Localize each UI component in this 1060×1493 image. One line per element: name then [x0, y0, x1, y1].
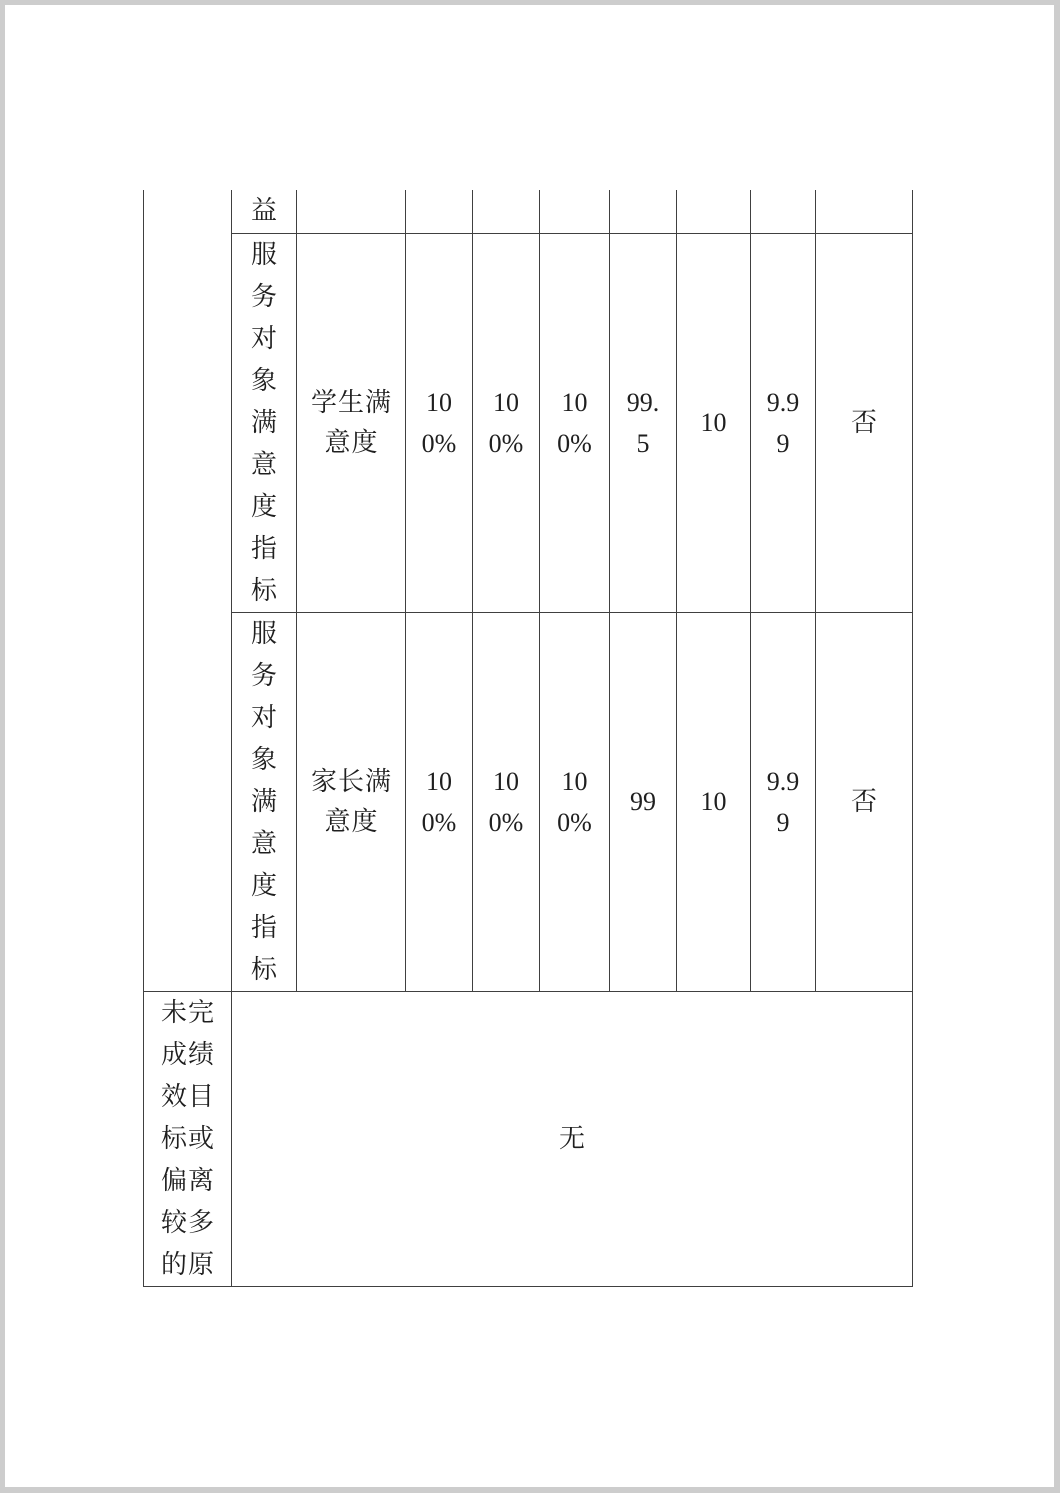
- empty-cell: [406, 190, 473, 233]
- primary-indicator-cell: [144, 190, 232, 991]
- value-cell: [406, 612, 473, 991]
- score-weight-cell: [677, 612, 751, 991]
- value-text: 99.5: [626, 387, 660, 458]
- value-text: 100%: [557, 766, 592, 837]
- secondary-indicator-cell: [232, 233, 297, 612]
- reason-label-text: 未完成绩效目标或偏离较多的原: [160, 997, 215, 1279]
- value-text: 100%: [421, 766, 457, 837]
- table-row-continued: [144, 190, 913, 233]
- value-text: 100%: [421, 387, 457, 458]
- score-cell: [751, 612, 816, 991]
- empty-cell: [677, 190, 751, 233]
- value-text: 9.99: [766, 387, 800, 458]
- value-cell: [473, 612, 540, 991]
- value-text: 100%: [488, 387, 524, 458]
- secondary-indicator-cell: [232, 612, 297, 991]
- status-text: 否: [850, 786, 877, 816]
- empty-cell: [610, 190, 677, 233]
- value-cell: [540, 233, 610, 612]
- empty-cell: [540, 190, 610, 233]
- value-text: 100%: [488, 766, 524, 837]
- table-row-reason: [144, 991, 913, 1286]
- status-cell: [816, 612, 913, 991]
- tertiary-indicator-cell: [297, 233, 406, 612]
- status-cell: [816, 233, 913, 612]
- empty-cell: [751, 190, 816, 233]
- value-text: 10: [700, 787, 727, 816]
- value-text: 99: [630, 787, 656, 816]
- value-text: 9.99: [766, 766, 800, 837]
- empty-cell: [473, 190, 540, 233]
- reason-content-text: 无: [558, 1123, 585, 1153]
- value-cell: [540, 612, 610, 991]
- value-cell: [406, 233, 473, 612]
- status-text: 否: [850, 407, 877, 437]
- value-cell: [473, 233, 540, 612]
- empty-cell: [816, 190, 913, 233]
- value-text: 10: [700, 408, 727, 437]
- secondary-indicator-text: 服务对象满意度指标: [250, 618, 277, 984]
- secondary-indicator-text: 益: [250, 196, 277, 226]
- table-row-parent-satisfaction: [144, 612, 913, 991]
- value-cell: [610, 612, 677, 991]
- score-cell: [751, 233, 816, 612]
- empty-cell: [297, 190, 406, 233]
- performance-table: [143, 190, 913, 1287]
- secondary-indicator-text: 服务对象满意度指标: [250, 239, 277, 605]
- value-cell: [610, 233, 677, 612]
- table-row-student-satisfaction: [144, 233, 913, 612]
- tertiary-indicator-cell: [297, 612, 406, 991]
- tertiary-indicator-text: 家长满意度: [310, 766, 392, 836]
- value-text: 100%: [557, 387, 592, 458]
- secondary-indicator-cell: [232, 190, 297, 233]
- document-page: [5, 5, 1054, 1487]
- reason-content-cell: [232, 991, 913, 1286]
- tertiary-indicator-text: 学生满意度: [310, 387, 392, 457]
- reason-label-cell: [144, 991, 232, 1286]
- score-weight-cell: [677, 233, 751, 612]
